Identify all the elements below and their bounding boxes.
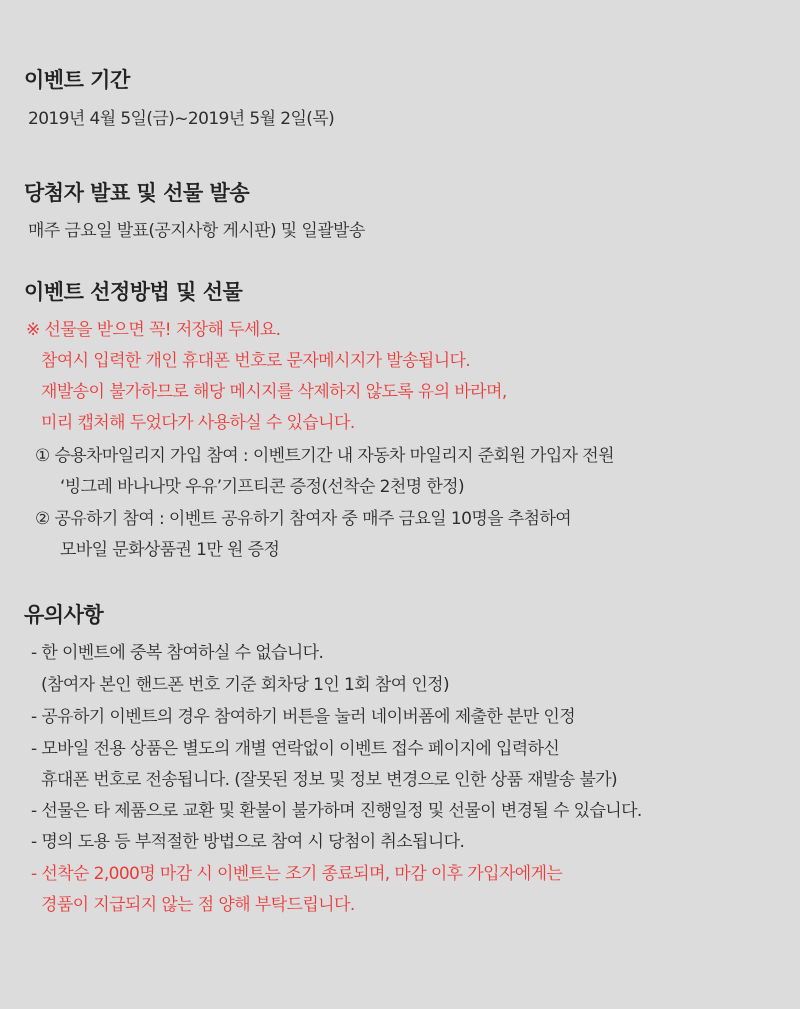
event-period-text: 2019년 4월 5일(금)~2019년 5월 2일(목): [28, 109, 335, 129]
notes-heading: 유의사항: [24, 603, 104, 627]
note-line-highlight: - 선착순 2,000명 마감 시 이벤트는 조기 종료되며, 마감 이후 가입자에게는: [31, 864, 563, 884]
note-line: - 모바일 전용 상품은 별도의 개별 연락없이 이벤트 접수 페이지에 입력하신: [31, 739, 560, 759]
note-line: - 공유하기 이벤트의 경우 참여하기 버튼을 눌러 네이버폼에 제출한 분만 인정: [31, 707, 576, 727]
note-line: 휴대폰 번호로 전송됩니다. (잘못된 정보 및 정보 변경으로 인한 상품 재발송 불가): [41, 770, 618, 790]
note-line-highlight: 경품이 지급되지 않는 점 양해 부탁드립니다.: [41, 895, 355, 915]
event-period-heading: 이벤트 기간: [24, 68, 130, 92]
gift-notice-line: 참여시 입력한 개인 휴대폰 번호로 문자메시지가 발송됩니다.: [41, 351, 471, 371]
gift-notice-line: 미리 캡처해 두었다가 사용하실 수 있습니다.: [41, 413, 355, 433]
note-line: - 명의 도용 등 부적절한 방법으로 참여 시 당첨이 취소됩니다.: [31, 832, 465, 852]
note-line: - 선물은 타 제품으로 교환 및 환불이 불가하며 진행일정 및 선물이 변경될 수 있습니다.: [31, 801, 642, 821]
note-line: (참여자 본인 핸드폰 번호 기준 회차당 1인 1회 참여 인정): [41, 675, 449, 695]
method-item-2-detail: 모바일 문화상품권 1만 원 증정: [60, 540, 280, 560]
method-item-1-detail: ‘빙그레 바나나맛 우유’기프티콘 증정(선착순 2천명 한정): [60, 477, 464, 497]
method-item-1: ① 승용차마일리지 가입 참여 : 이벤트기간 내 자동차 마일리지 준회원 가입자 전원: [35, 446, 614, 466]
announcement-text: 매주 금요일 발표(공지사항 게시판) 및 일괄발송: [28, 221, 365, 241]
selection-heading: 이벤트 선정방법 및 선물: [24, 280, 243, 304]
method-item-2: ② 공유하기 참여 : 이벤트 공유하기 참여자 중 매주 금요일 10명을 추첨하여: [35, 509, 572, 529]
note-line: - 한 이벤트에 중복 참여하실 수 없습니다.: [31, 643, 324, 663]
announcement-heading: 당첨자 발표 및 선물 발송: [24, 181, 250, 205]
gift-notice-line: ※ 선물을 받으면 꼭! 저장해 두세요.: [26, 320, 281, 340]
gift-notice-line: 재발송이 불가하므로 해당 메시지를 삭제하지 않도록 유의 바라며,: [41, 382, 507, 402]
